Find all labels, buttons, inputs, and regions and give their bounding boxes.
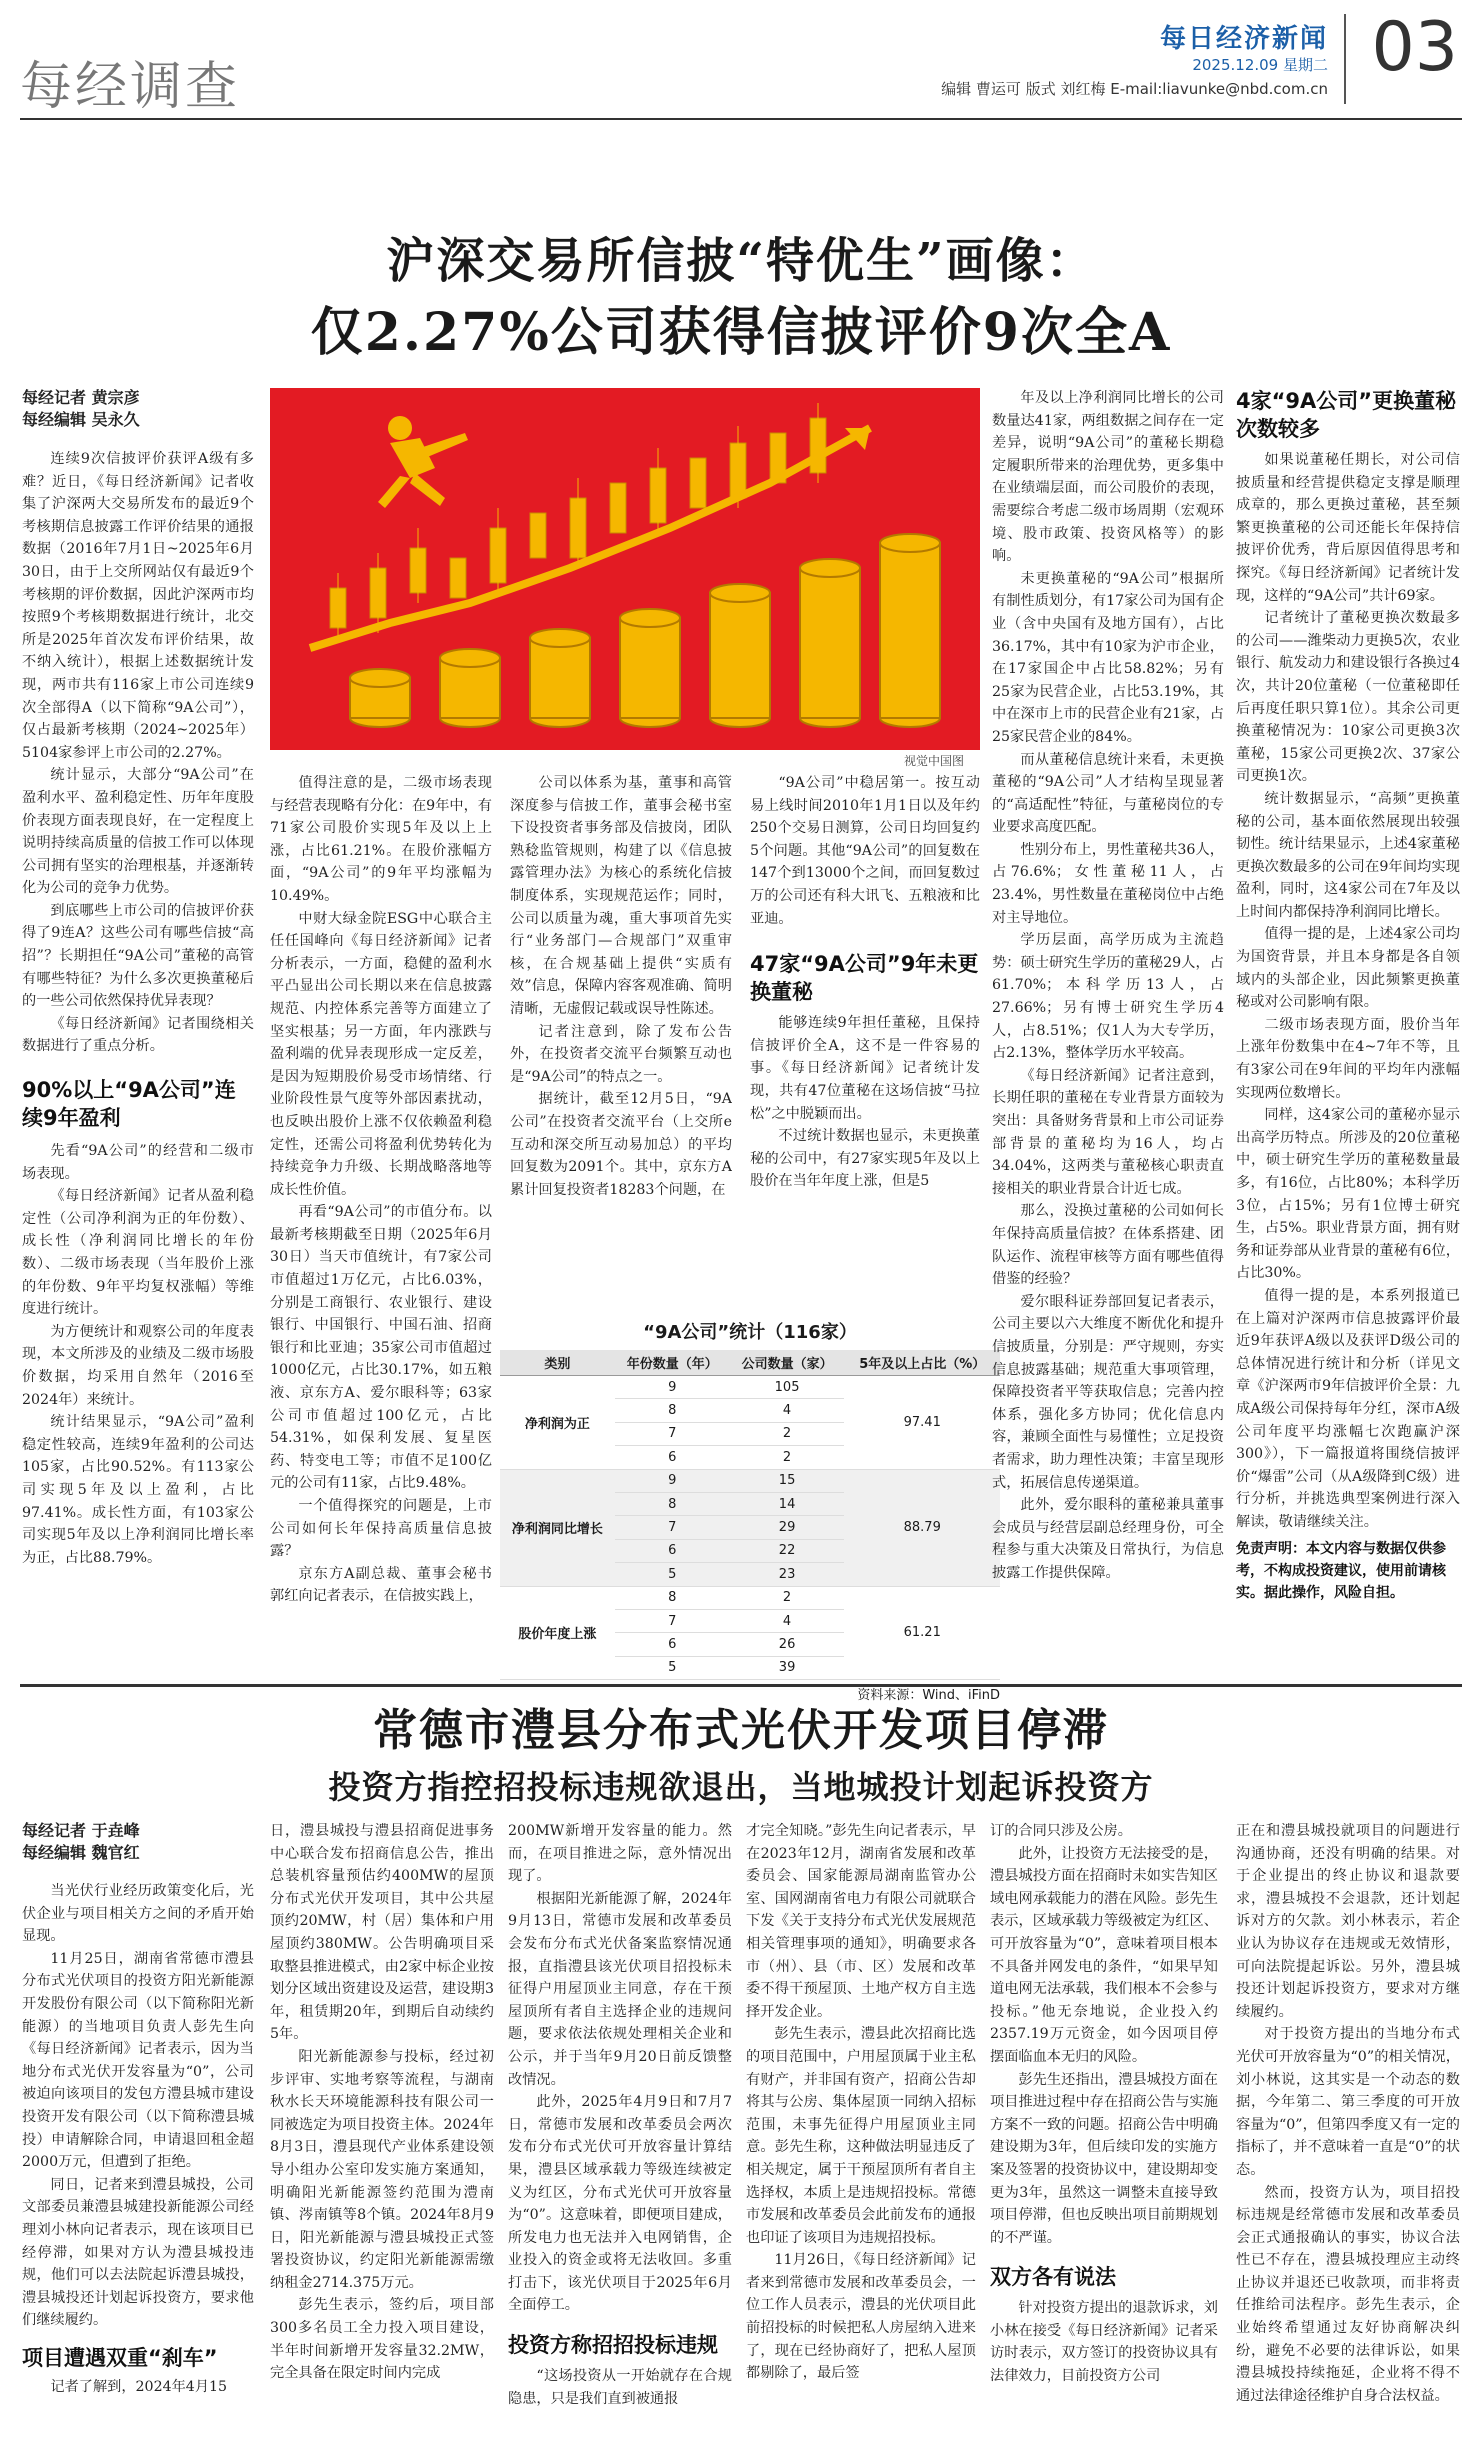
table-cell: 22	[730, 1539, 845, 1562]
article1-col2	[270, 772, 492, 1608]
paragraph: 爱尔眼科证券部回复记者表示，公司主要以六大维度不断优化和提升信披质量，分别是：严守规则，夯实信息披露基础；规范重大事项管理，保障投资者平等获取信息；完善内控体系，强化多方协同；优化信息内容，兼顾全面性与易懂性；立足投资者需求，助力理性决策；丰富呈现形式，拓展信息传递渠道。	[992, 1293, 1224, 1491]
table-cell: 6	[615, 1446, 730, 1469]
table-cell: 9	[615, 1469, 730, 1492]
paragraph: 一个值得探究的问题是，上市公司如何长年保持高质量信息披露？	[270, 1498, 492, 1560]
paragraph: 学历层面，高学历成为主流趋势：硕士研究生学历的董秘29人，占61.70%；本科学历13人，占27.66%；另有博士研究生学历4人，占8.51%；仅1人为大专学历，占2.13%，整体学历水平较高。	[992, 932, 1224, 1062]
paragraph: 正在和澧县城投就项目的问题进行沟通协商，还没有明确的结果。对于企业提出的终止协议和退款要求，澧县城投不会退款，还计划起诉对方的欠款。刘小林表示，若企业认为协议存在违规或无效情形，可向法院提起诉讼。另外，澧县城投还计划起诉投资方，要求对方继续履约。	[1236, 1823, 1460, 2020]
editor-line: 编辑 曹运可 版式 刘红梅 E-mail:liavunke@nbd.com.cn	[941, 80, 1328, 98]
paragraph: 中财大绿金院ESG中心联合主任任国峰向《每日经济新闻》记者分析表示，一方面，稳健的盈利水平凸显出公司长期以来在信息披露规范、内控体系完善等方面建立了坚实根基；另一方面，年内涨跌与盈利端的优异表现形成一定反差，是因为短期股价易受市场情绪、行业阶段性景气度等外部因素扰动，也反映出股价上涨不仅依赖盈利稳定性，还需公司将盈利优势转化为持续竞争力升级、长期战略落地等成长性价值。	[270, 910, 492, 1198]
header-divider	[1344, 14, 1346, 104]
article1-col4	[750, 772, 980, 1193]
table-cell: 4	[730, 1609, 845, 1632]
table-cell: 7	[615, 1516, 730, 1539]
paragraph: 二级市场表现方面，股价当年上涨年份数集中在4~7年不等，且有3家公司在9年间的平均年内涨幅实现两位数增长。	[1236, 1016, 1460, 1101]
paragraph: 连续9次信披评价获评A级有多难？近日，《每日经济新闻》记者收集了沪深两大交易所发布的最近9个考核期信息披露工作评价结果的通报数据（2016年7月1日~2025年6月30日，由于上交所网站仅有最近9个考核期的评价数据，因此沪深两市均按照9个考核期数据进行统计，北交所是2025年首次发布评价结果，故不纳入统计），根据上述数据统计发现，两市共有116家上市公司连续9次全部得A（以下简称“9A公司”），仅占最新考核期（2024~2025年）5104家参评上市公司的2.27%。	[22, 451, 254, 761]
paragraph: “9A公司”中稳居第一。按互动易上线时间2010年1月1日以及年约250个交易日测算，公司日均回复约5个问题。其他“9A公司”的回复数在147个到13000个之间，而回复数过万的公司还有科大讯飞、五粮液和比亚迪。	[750, 775, 980, 927]
paragraph: 统计显示，大部分“9A公司”在盈利水平、盈利稳定性、历年年度股价表现方面表现良好，在一定程度上说明持续高质量的信披工作可以体现公司拥有坚实的治理根基，并逐渐转化为公司的竞争力优势。	[22, 767, 254, 897]
paragraph: 200MW新增开发容量的能力。然而，在项目推进之际，意外情况出现了。	[508, 1823, 732, 1885]
paragraph: 公司以体系为基，董事和高管深度参与信披工作，董事会秘书室下设投资者事务部及信披岗，团队熟稔监管规则，构建了以《信息披露管理办法》为核心的系统化信披制度体系，实现规范运作；同时，公司以质量为魂，重大事项首先实行“业务部门—合规部门”双重审核，在合规基础上提供“实质有效”信息，保障内容客观准确、简明清晰，无虚假记载或误导性陈述。	[510, 775, 732, 1017]
disclaimer: 免责声明：本文内容与数据仅供参考，不构成投资建议，使用前请核实。据此操作，风险自担。	[1236, 1540, 1446, 1601]
table-cell: 15	[730, 1469, 845, 1492]
table-cell: 5	[615, 1563, 730, 1586]
paragraph: 性别分布上，男性董秘共36人，占76.6%；女性董秘11人，占23.4%，男性数量在董秘岗位中占绝对主导地位。	[992, 841, 1224, 926]
ratio-cell: 88.79	[844, 1469, 1000, 1586]
table-cell: 6	[615, 1539, 730, 1562]
paragraph: 能够连续9年担任董秘，且保持信披评价全A，这不是一件容易的事。《每日经济新闻》记者统计发现，共有47位董秘在这场信披“马拉松”之中脱颖而出。	[750, 1015, 980, 1122]
table-cell: 6	[615, 1633, 730, 1656]
paragraph: 此外，爱尔眼科的董秘兼具董事会成员与经营层副总经理身份，可全程参与重大决策及日常执行，为信息披露工作提供保障。	[992, 1497, 1224, 1581]
paragraph: 记者统计了董秘更换次数最多的公司——潍柴动力更换5次，农业银行、航发动力和建设银行各换过4次，共计20位董秘（一位董秘即任后再度任职只算1位）。其余公司更换董秘情况为：10家公司更换3次董秘，15家公司更换2次、37家公司更换1次。	[1236, 610, 1460, 785]
paragraph: 针对投资方提出的退款诉求，刘小林在接受《每日经济新闻》记者采访时表示，双方签订的投资协议具有法律效力，目前投资方公司	[990, 2300, 1218, 2385]
table-cell: 7	[615, 1422, 730, 1445]
table-cell: 39	[730, 1656, 845, 1679]
table-cell: 8	[615, 1492, 730, 1515]
paragraph: 不过统计数据也显示，未更换董秘的公司中，有27家实现5年及以上股价在当年年度上涨，但是5	[750, 1128, 980, 1190]
table-cell: 23	[730, 1563, 845, 1586]
paragraph: 才完全知晓。”彭先生向记者表示，早在2023年12月，湖南省发展和改革委员会、国家能源局湖南监管办公室、国网湖南省电力有限公司就联合下发《关于支持分布式光伏发展规范相关管理事项的通知》，明确要求各市（州）、县（市、区）发展和改革委不得干预屋顶、土地产权方自主选择开发企业。	[746, 1823, 976, 2020]
paragraph: 同日，记者来到澧县城投，公司文部委员兼澧县城建投新能源公司经理刘小林向记者表示，现在该项目已经停滞，如果对方认为澧县城投违规，他们可以去法院起诉澧县城投，澧县城投还计划起诉投资方，要求他们继续履约。	[22, 2176, 254, 2329]
article1-title-line1: 沪深交易所信披“特优生”画像：	[386, 233, 1096, 289]
table-cell: 29	[730, 1516, 845, 1539]
paragraph: 《每日经济新闻》记者从盈利稳定性（公司净利润为正的年份数）、成长性（净利润同比增长的年份数）、二级市场表现（当年股价上涨的年份数、9年平均复权涨幅）等维度进行统计。	[22, 1188, 254, 1318]
article2-col5	[990, 1820, 1218, 2430]
issue-date: 2025.12.09 星期二	[1192, 56, 1328, 74]
rising-candlestick-illustration	[270, 388, 980, 750]
statistics-table	[500, 1318, 1000, 1704]
photo-credit: 视觉中国图	[904, 754, 965, 768]
paragraph: 如果说董秘任期长，对公司信披质量和经营提供稳定支撑是顺理成章的，那么更换过董秘，甚至频繁更换董秘的公司还能长年保持信披评价优秀，背后原因值得思考和探究。《每日经济新闻》记者统计发现，这样的“9A公司”共计69家。	[1236, 452, 1460, 604]
reporter: 每经记者 黄宗彦	[22, 388, 140, 407]
paragraph: 此外，让投资方无法接受的是，澧县城投方面在招商时未如实告知区域电网承载能力的潜在风险。彭先生表示，区域承载力等级被定为红区、可开放容量为“0”，意味着项目根本不具备并网发电的条件，“如果早知道电网无法承载，我们根本不会参与投标。”他无奈地说，企业投入约2357.19万元资金，如今因项目停摆面临血本无归的风险。	[990, 1845, 1218, 2065]
table-row	[500, 1469, 1000, 1492]
table-cell: 14	[730, 1492, 845, 1515]
paragraph: 11月25日，湖南省常德市澧县分布式光伏项目的投资方阳光新能源开发股份有限公司（以下简称阳光新能源）的当地项目负责人彭先生向《每日经济新闻》记者表示，因为当地分布式光伏开发容量为“0”，公司被迫向该项目的发包方澧县城市建设投资开发有限公司（以下简称澧县城投）申请解除合同，申请退回租金超2000万元，但遭到了拒绝。	[22, 1950, 254, 2171]
paragraph: 统计数据显示，“高频”更换董秘的公司，基本面依然展现出较强韧性。统计结果显示，上述4家董秘更换次数最多的公司在9年间均实现盈利，同时，这4家公司在7年及以上时间内都保持净利润同比增长。	[1236, 790, 1460, 920]
paragraph: “这场投资从一开始就存在合规隐患，只是我们直到被通报	[508, 2368, 732, 2407]
table-row	[500, 1376, 1000, 1399]
paragraph: 《每日经济新闻》记者注意到，长期任职的董秘在专业背景方面较为突出：具备财务背景和上市公司证券部背景的董秘均为16人，均占34.04%，这两类与董秘核心职责直接相关的职业背景合计近七成。	[992, 1067, 1224, 1197]
article2-col2	[270, 1820, 494, 2430]
paragraph: 然而，投资方认为，项目招投标违规是经常德市发展和改革委员会正式通报确认的事实，协议合法性已不存在，澧县城投理应主动终止协议并退还已收款项，而非将责任推给司法程序。彭先生表示，企业始终希望通过友好协商解决纠纷，避免不必要的法律诉讼，如果澧县城投持续拖延，企业将不得不通过法律途径维护自身合法权益。	[1236, 2184, 1460, 2404]
paragraph: 阳光新能源参与投标，经过初步评审、实地考察等流程，与湖南秋水长天环境能源科技有限公司一同被选定为项目投资主体。2024年8月3日，澧县现代产业体系建设领导小组办公室印发实施方案通知，明确阳光新能源签约范围为澧南镇、涔南镇等8个镇。2024年8月9日，阳光新能源与澧县城投正式签署投资协议，约定阳光新能源需缴纳租金2714.375万元。	[270, 2048, 494, 2291]
article1-col6	[1236, 387, 1460, 1604]
header-rule	[20, 118, 1462, 120]
paragraph: 记者了解到，2024年4月15	[50, 2378, 228, 2395]
article1-col5	[992, 387, 1224, 1584]
paragraph: 到底哪些上市公司的信披评价获得了9连A？这些公司有哪些信披“高招”？长期担任“9A公司”董秘的高管有哪些特征？为什么多次更换董秘后的一些公司依然保持优异表现？	[22, 902, 254, 1010]
paragraph: 订的合同只涉及公房。	[990, 1823, 1132, 1839]
article1-col1	[22, 448, 254, 1569]
article2-col3	[508, 1820, 732, 2430]
table-cell: 2	[730, 1446, 845, 1469]
table-header-row	[500, 1350, 1000, 1376]
table-cell: 105	[730, 1376, 845, 1399]
article2-col1	[22, 1880, 254, 2430]
ratio-cell: 61.21	[844, 1586, 1000, 1680]
table-cell: 5	[615, 1656, 730, 1679]
table-cell: 8	[615, 1399, 730, 1422]
table-cell: 9	[615, 1376, 730, 1399]
article2-title-line2: 投资方指控招投标违规欲退出，当地城投计划起诉投资方	[328, 1768, 1154, 1806]
subheading: 4家“9A公司”更换董秘次数较多	[1236, 389, 1457, 441]
table-source: 资料来源：Wind、iFinD	[857, 1688, 1000, 1704]
reporter: 每经记者 于垚峰	[22, 1821, 140, 1840]
paper-name: 每日经济新闻	[1159, 24, 1328, 54]
table-cell: 2	[730, 1422, 845, 1445]
table	[500, 1350, 1000, 1680]
table-row	[500, 1586, 1000, 1609]
article2-col6	[1236, 1820, 1460, 2430]
subheading: 项目遭遇双重“刹车”	[22, 2345, 218, 2370]
paragraph: 值得一提的是，上述4家公司均为国资背景，并且本身都是各自领域内的头部企业，因此频繁更换董秘或对公司影响有限。	[1236, 926, 1460, 1011]
paragraph: 彭先生还指出，澧县城投方面在项目推进过程中存在招商公告与实施方案不一致的问题。招商公告中明确建设期为3年，但后续印发的实施方案及签署的投资协议中，建设期却变更为3年，虽然这一调整未直接导致项目停滞，但也反映出项目前期规划的不严谨。	[990, 2071, 1218, 2246]
paragraph: 统计结果显示，“9A公司”盈利稳定性较高，连续9年盈利的公司达105家，占比90.52%。有113家公司实现5年及以上盈利，占比97.41%。成长性方面，有103家公司实现5年及以上净利润同比增长率为正，占比88.79%。	[22, 1414, 254, 1566]
editor: 每经编辑 吴永久	[22, 410, 140, 429]
paragraph: 而从董秘信息统计来看，未更换董秘的“9A公司”人才结构呈现显著的“高适配性”特征，与董秘岗位的专业要求高度匹配。	[992, 751, 1224, 836]
article1-title-line2: 仅2.27%公司获得信披评价9次全A	[310, 302, 1172, 363]
category-cell: 净利润同比增长	[500, 1469, 615, 1586]
paragraph: 未更换董秘的“9A公司”根据所有制性质划分，有17家公司为国有企业（含中央国有及地方国有），占比36.17%，其中有10家为沪市企业，在17家国企中占比58.82%；另有25家为民营企业，占比53.19%，其中在深市上市的民营企业有21家，占25家民营企业的84%。	[992, 570, 1224, 745]
paragraph: 11月26日，《每日经济新闻》记者来到常德市发展和改革委员会，一位工作人员表示，澧县的光伏项目此前招投标的时候把私人房屋纳入进来了，现在已经协商好了，把私人屋顶都剔除了，最后签	[746, 2252, 976, 2382]
paragraph: 彭先生表示，澧县此次招商比选的项目范围中，户用屋顶属于业主私有财产，并非国有资产，招商公告却将其与公房、集体屋顶一同纳入招标范围，未事先征得户用屋顶业主同意。彭先生称，这种做法明显违反了相关规定，属于干预屋顶所有者自主选择权，本质上是违规招投标。常德市发展和改革委员会此前发布的通报也印证了该项目为违规招投标。	[746, 2026, 976, 2246]
paragraph: 同样，这4家公司的董秘亦显示出高学历特点。所涉及的20位董秘中，硕士研究生学历的董秘数量最多，有16位，占比80%；本科学历3位，占15%；另有1位博士研究生，占5%。职业背景方面，拥有财务和证券部从业背景的董秘有6位，占比30%。	[1236, 1107, 1460, 1282]
editor: 每经编辑 魏官红	[22, 1843, 140, 1862]
table-title: “9A公司”统计（116家）	[643, 1322, 857, 1343]
category-cell: 股价年度上涨	[500, 1586, 615, 1680]
paragraph: 再看“9A公司”的市值分布。以最新考核期截至日期（2025年6月30日）当天市值统计，有7家公司市值超过1万亿元，占比6.03%，分别是工商银行、农业银行、建设银行、中国银行、中国石油、招商银行和比亚迪；35家公司市值超过1000亿元，占比30.17%，如五粮液、京东方A、爱尔眼科等；63家公司市值超过100亿元，占比54.31%，如保利发展、复星医药、特变电工等；市值不足100亿元的公司有11家，占比9.48%。	[270, 1204, 492, 1492]
paragraph: 年及以上净利润同比增长的公司数量达41家，两组数据之间存在一定差异，说明“9A公司”的董秘长期稳定履职所带来的治理优势，更多集中在业绩端层面，而公司股价的表现，需要综合考虑二级市场周期（宏观环境、股市政策、投资风格等）的影响。	[992, 390, 1224, 565]
ratio-cell: 97.41	[844, 1376, 1000, 1470]
paragraph: 京东方A副总裁、董事会秘书郭红向记者表示，在信披实践上，	[270, 1565, 492, 1605]
subheading: 47家“9A公司”9年未更换董秘	[750, 952, 979, 1005]
article2-title-line1: 常德市澧县分布式光伏开发项目停滞	[373, 1705, 1109, 1756]
table-cell: 2	[730, 1586, 845, 1609]
column-header: 类别	[500, 1350, 615, 1376]
subheading: 投资方称招招投标违规	[508, 2333, 718, 2358]
subheading: 双方各有说法	[990, 2265, 1116, 2290]
paragraph: 记者注意到，除了发布公告外，在投资者交流平台频繁互动也是“9A公司”的特点之一。	[510, 1023, 732, 1085]
article-divider	[20, 1684, 1462, 1687]
paragraph: 日，澧县城投与澧县招商促进事务中心联合发布招商信息公告，推出总装机容量预估约400MW的屋顶分布式光伏开发项目，其中公共屋顶约20MW，村（居）集体和户用屋顶约380MW。公告明确项目采取整县推进模式，由2家中标企业按划分区域出资建设及运营，建设期3年，租赁期20年，到期后自动续约5年。	[270, 1823, 494, 2043]
column-header: 公司数量（家）	[730, 1350, 845, 1376]
masthead	[941, 8, 1458, 108]
paragraph: 对于投资方提出的当地分布式光伏可开放容量为“0”的相关情况，刘小林说，这其实是一个动态的数据，今年第二、第三季度的可开放容量为“0”，但第四季度又有一定的指标了，并不意味着一直是“0”的状态。	[1236, 2026, 1460, 2178]
section-title: 每经调查	[20, 57, 241, 117]
paragraph: 根据阳光新能源了解，2024年9月13日，常德市发展和改革委员会发布分布式光伏备案监察情况通报，直指澧县该光伏项目招投标未征得户用屋顶业主同意，存在干预屋顶所有者自主选择企业的违规问题，要求依法依规处理相关企业和公示，并于当年9月20日前反馈整改情况。	[508, 1890, 732, 2088]
table-cell: 4	[730, 1399, 845, 1422]
paragraph: 《每日经济新闻》记者围绕相关数据进行了重点分析。	[22, 1015, 254, 1055]
article2-byline	[22, 1820, 252, 1864]
category-cell: 净利润为正	[500, 1376, 615, 1470]
page-number: 03	[1371, 8, 1458, 87]
paragraph: 为方便统计和观察公司的年度表现，本文所涉及的业绩及二级市场股价数据，均采用自然年（2016至2024年）来统计。	[22, 1323, 254, 1408]
table-cell: 26	[730, 1633, 845, 1656]
stock-illustration	[270, 388, 980, 750]
paragraph: 当光伏行业经历政策变化后，光伏企业与项目相关方之间的矛盾开始显现。	[22, 1883, 254, 1945]
column-header: 年份数量（年）	[615, 1350, 730, 1376]
paragraph: 先看“9A公司”的经营和二级市场表现。	[22, 1143, 254, 1182]
paragraph: 值得注意的是，二级市场表现与经营表现略有分化：在9年中，有71家公司股价实现5年及以上上涨，占比61.21%。在股价涨幅方面，“9A公司”的9年平均涨幅为10.49%。	[270, 775, 492, 904]
table-cell: 7	[615, 1609, 730, 1632]
subheading: 90%以上“9A公司”连续9年盈利	[22, 1078, 236, 1131]
table-cell: 8	[615, 1586, 730, 1609]
paragraph: 彭先生表示，签约后，项目部300多名员工全力投入项目建设，半年时间新增开发容量32.2MW，完全具备在限定时间内完成	[270, 2297, 494, 2382]
paragraph: 值得一提的是，本系列报道已在上篇对沪深两市信息披露评价最近9年获评A级以及获评D级公司的总体情况进行统计和分析（详见文章《沪深两市9年信披评价全景：九成A级公司保持每年分红，深市A级公司年度平均涨幅七次跑赢沪深300》），下一篇报道将围绕信披评价“爆雷”公司（从A级降到C级）进行分析，并挑选典型案例进行深入解读，敬请继续关注。	[1236, 1287, 1460, 1530]
column-header: 5年及以上占比（%）	[844, 1350, 1000, 1376]
paragraph: 那么，没换过董秘的公司如何长年保持高质量信披？在体系搭建、团队运作、流程审核等方面有哪些值得借鉴的经验？	[992, 1203, 1224, 1288]
article2-col4	[746, 1820, 976, 2430]
paragraph: 据统计，截至12月5日，“9A公司”在投资者交流平台（上交所e互动和深交所互动易加总）的平均回复数为2091个。其中，京东方A累计回复投资者18283个问题，在	[510, 1091, 732, 1198]
article1-byline	[22, 387, 252, 431]
article1-col3	[510, 772, 732, 1201]
paragraph: 此外，2025年4月9日和7月7日，常德市发展和改革委员会两次发布分布式光伏可开放容量计算结果，澧县区域承载力等级连续被定义为红区，分布式光伏可开放容量为“0”。这意味着，即便项目建成，所发电力也无法并入电网销售，企业投入的资金或将无法收回。多重打击下，该光伏项目于2025年6月全面停工。	[508, 2094, 732, 2314]
